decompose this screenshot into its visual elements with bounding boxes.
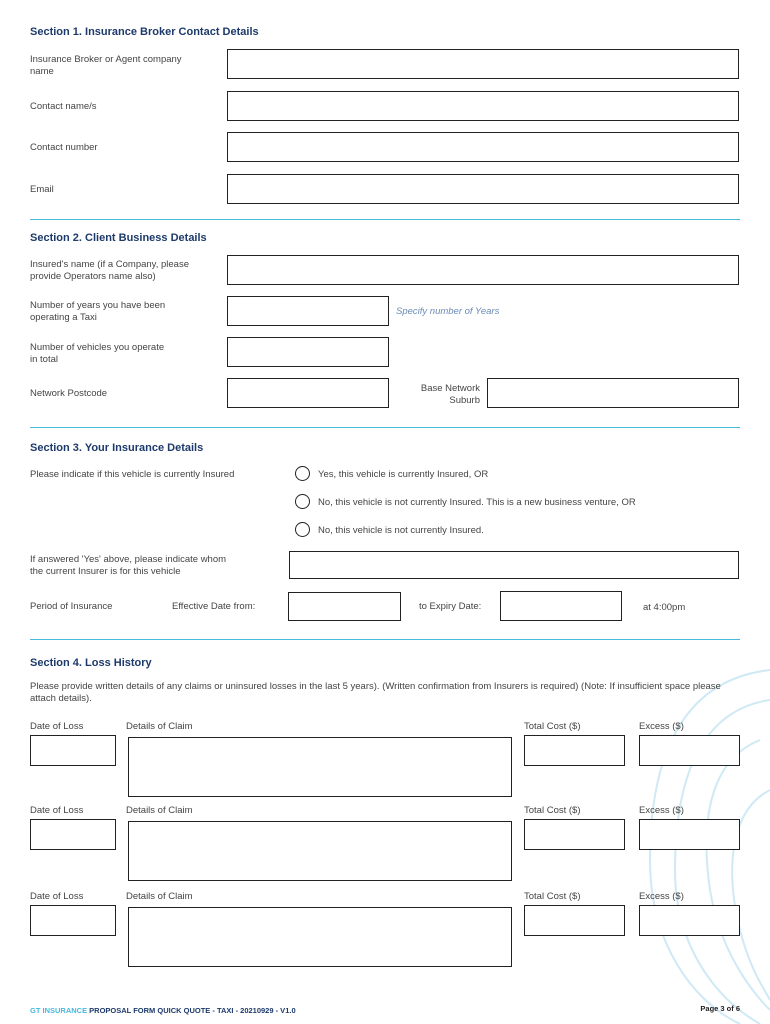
details-of-claim-field[interactable] (128, 821, 512, 881)
total-cost-field[interactable] (524, 735, 625, 766)
option-not-insured: No, this vehicle is not currently Insured. (318, 525, 484, 536)
date-of-loss-label: Date of Loss (30, 891, 84, 902)
radio-currently-insured[interactable] (295, 466, 310, 481)
years-hint: Specify number of Years (396, 306, 500, 317)
option-new-venture: No, this vehicle is not currently Insured. This is a new business venture, OR (318, 497, 636, 508)
section1-title: Section 1. Insurance Broker Contact Details (30, 26, 259, 38)
total-cost-label: Total Cost ($) (524, 805, 581, 816)
postcode-field[interactable] (227, 378, 389, 408)
section-divider (30, 639, 740, 640)
details-of-claim-label: Details of Claim (126, 805, 193, 816)
contact-number-field[interactable] (227, 132, 739, 162)
footer-document-id (30, 1006, 296, 1015)
vehicles-field[interactable] (227, 337, 389, 367)
insured-name-field[interactable] (227, 255, 739, 285)
expiry-date-label: to Expiry Date: (419, 601, 482, 612)
total-cost-label: Total Cost ($) (524, 721, 581, 732)
excess-label: Excess ($) (639, 805, 684, 816)
expiry-time-label: at 4:00pm (643, 602, 686, 613)
section3-title: Section 3. Your Insurance Details (30, 442, 204, 454)
radio-not-insured[interactable] (295, 522, 310, 537)
date-of-loss-label: Date of Loss (30, 805, 84, 816)
footer-brand: GT INSURANCE (30, 1006, 88, 1015)
footer-doc: PROPOSAL FORM QUICK QUOTE - TAXI - 20210929 - V1.0 (87, 1006, 296, 1015)
years-operating-label: Number of years you have been operating a Taxi (30, 300, 166, 323)
suburb-field[interactable] (487, 378, 739, 408)
effective-date-label: Effective Date from: (172, 601, 256, 612)
date-of-loss-field[interactable] (30, 735, 116, 766)
total-cost-field[interactable] (524, 905, 625, 936)
contact-number-label: Contact number (30, 142, 98, 153)
details-of-claim-label: Details of Claim (126, 891, 193, 902)
email-label: Email (30, 184, 54, 195)
excess-label: Excess ($) (639, 891, 684, 902)
option-currently-insured: Yes, this vehicle is currently Insured, OR (318, 469, 489, 480)
total-cost-label: Total Cost ($) (524, 891, 581, 902)
effective-date-field[interactable] (288, 592, 401, 621)
excess-label: Excess ($) (639, 721, 684, 732)
contact-name-label: Contact name/s (30, 101, 97, 112)
insured-question: Please indicate if this vehicle is currently Insured (30, 469, 235, 480)
excess-field[interactable] (639, 735, 740, 766)
date-of-loss-field[interactable] (30, 905, 116, 936)
loss-history-intro: Please provide written details of any claims or uninsured losses in the last 5 years). (Written confirmation from Insurers is required) (Note: If insufficient space please attach details). (30, 681, 721, 704)
page-number: Page 3 of 6 (700, 1004, 740, 1013)
vehicles-label: Number of vehicles you operate in total (30, 342, 165, 365)
years-operating-field[interactable] (227, 296, 389, 326)
details-of-claim-field[interactable] (128, 907, 512, 967)
total-cost-field[interactable] (524, 819, 625, 850)
current-insurer-field[interactable] (289, 551, 739, 579)
date-of-loss-label: Date of Loss (30, 721, 84, 732)
section-divider (30, 427, 740, 428)
insured-name-label: Insured's name (if a Company, please provide Operators name also) (30, 259, 189, 282)
current-insurer-label: If answered 'Yes' above, please indicate whom the current Insurer is for this vehicle (30, 554, 227, 577)
section4-title: Section 4. Loss History (30, 657, 152, 669)
section2-title: Section 2. Client Business Details (30, 232, 207, 244)
details-of-claim-field[interactable] (128, 737, 512, 797)
date-of-loss-field[interactable] (30, 819, 116, 850)
period-label: Period of Insurance (30, 601, 113, 612)
details-of-claim-label: Details of Claim (126, 721, 193, 732)
section-divider (30, 219, 740, 220)
broker-company-label: Insurance Broker or Agent company name (30, 54, 182, 77)
email-field[interactable] (227, 174, 739, 204)
broker-company-field[interactable] (227, 49, 739, 79)
excess-field[interactable] (639, 819, 740, 850)
postcode-label: Network Postcode (30, 388, 108, 399)
radio-new-venture[interactable] (295, 494, 310, 509)
expiry-date-field[interactable] (500, 591, 622, 621)
suburb-label: Base Network Suburb (420, 383, 480, 406)
excess-field[interactable] (639, 905, 740, 936)
contact-name-field[interactable] (227, 91, 739, 121)
